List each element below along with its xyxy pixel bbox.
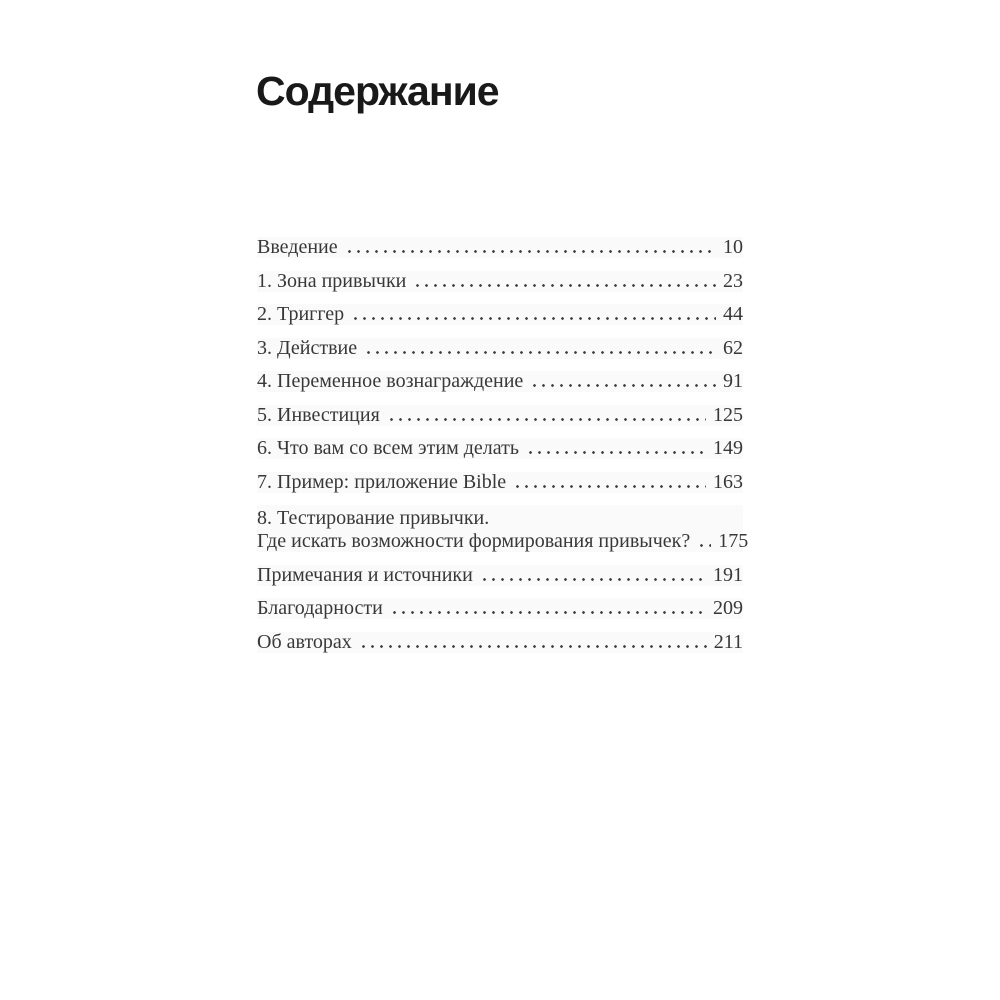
toc-entry-line — [257, 530, 749, 552]
toc-entry-line — [257, 632, 743, 653]
dot-leader — [364, 351, 716, 354]
toc-entry — [257, 505, 749, 552]
toc-entry — [257, 472, 743, 493]
toc-entry-label: Введение — [257, 236, 338, 258]
dot-leader — [530, 384, 716, 387]
toc-entry — [257, 598, 743, 619]
toc-entry-page-number: 91 — [723, 370, 743, 392]
toc-entry-page-number: 125 — [713, 403, 743, 426]
toc-entry-label: 3. Действие — [257, 336, 358, 359]
dot-leader — [345, 250, 716, 253]
toc-entry-page-number: 175 — [718, 530, 749, 552]
toc-entry-line — [257, 472, 743, 493]
toc-entry-line — [257, 598, 743, 619]
dot-leader — [387, 418, 706, 421]
toc-entry — [257, 371, 743, 392]
toc-entry-line — [257, 565, 743, 586]
toc-entry-page-number: 62 — [723, 336, 743, 359]
toc-entry-label: 5. Инвестиция — [257, 403, 380, 426]
page-title: Содержание — [256, 68, 499, 114]
dot-leader — [697, 544, 711, 547]
toc-entry-label: Об авторах — [257, 630, 352, 653]
toc-entry-page-number: 209 — [713, 597, 743, 619]
toc-entry-line — [257, 338, 743, 359]
toc-entry-page-number: 44 — [723, 303, 743, 325]
toc-entry-label: 6. Что вам со всем этим делать — [257, 437, 519, 459]
dot-leader — [526, 451, 706, 454]
toc-entry — [257, 565, 743, 586]
dot-leader — [359, 645, 707, 648]
toc-entry-line — [257, 405, 743, 426]
toc-entry — [257, 438, 743, 459]
dot-leader — [351, 317, 716, 320]
toc-entry-page-number: 23 — [723, 269, 743, 292]
toc-entry-label: Благодарности — [257, 597, 383, 619]
toc-entry — [257, 237, 743, 258]
dot-leader — [480, 578, 706, 581]
dot-leader — [390, 611, 706, 614]
toc-entry — [257, 271, 743, 292]
toc-entry-line — [257, 371, 743, 392]
toc-entry-line — [257, 271, 743, 292]
toc-entry — [257, 405, 743, 426]
toc-entry-label: 4. Переменное вознаграждение — [257, 370, 524, 392]
table-of-contents — [257, 236, 749, 665]
toc-entry-page-number: 163 — [713, 470, 743, 493]
toc-entry-page-number: 10 — [723, 236, 743, 258]
toc-entry-page-number: 211 — [713, 630, 743, 653]
dot-leader — [513, 485, 706, 488]
toc-entry-label: Примечания и источники — [257, 563, 473, 586]
toc-entry-first-line: 8. Тестирование привычки. — [257, 507, 490, 529]
toc-entry-label: 7. Пример: приложение Bible — [257, 470, 507, 493]
toc-entry-page-number: 149 — [713, 437, 743, 459]
toc-entry-page-number: 191 — [713, 563, 743, 586]
toc-entry-line — [257, 304, 743, 325]
toc-entry-label: 2. Триггер — [257, 303, 345, 325]
toc-entry — [257, 304, 743, 325]
toc-entry-line — [257, 438, 743, 459]
toc-entry — [257, 338, 743, 359]
toc-entry-label: Где искать возможности формирования привычек? — [257, 530, 691, 552]
toc-entry-line — [257, 237, 743, 258]
dot-leader — [413, 284, 716, 287]
toc-entry — [257, 632, 743, 653]
toc-entry-label: 1. Зона привычки — [257, 269, 407, 292]
